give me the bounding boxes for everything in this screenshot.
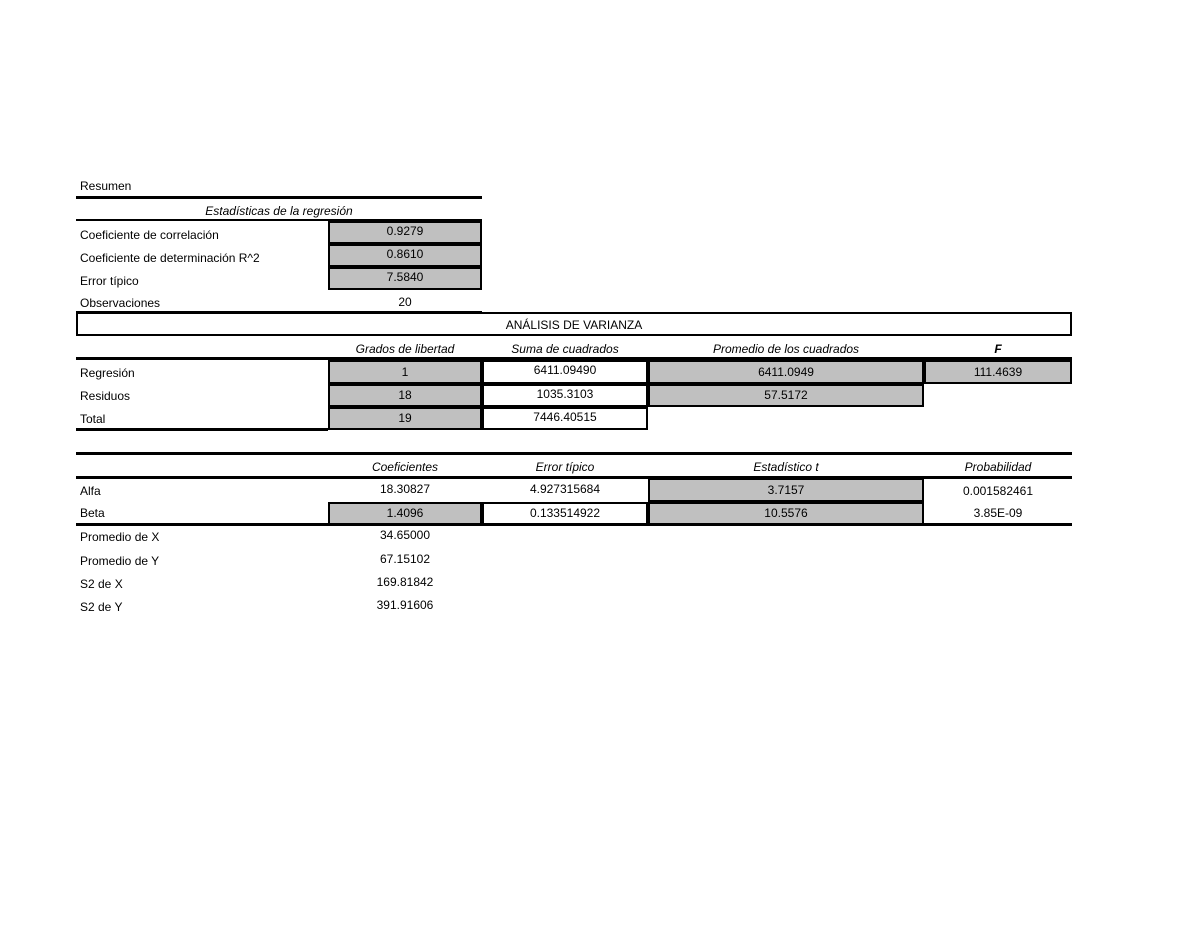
coefficients-top-rule (76, 452, 1072, 455)
summary-label-mean-x: Promedio de X (80, 530, 160, 544)
anova-regression-f: 111.4639 (924, 360, 1072, 384)
stat-value-determination: 0.8610 (328, 244, 482, 267)
coef-row-alfa-label: Alfa (80, 484, 101, 498)
anova-title-box (76, 312, 1072, 336)
coef-alfa-p: 0.001582461 (962, 484, 1034, 498)
coefficients-bottom-rule (76, 523, 1072, 526)
stat-value-observations: 20 (398, 295, 412, 309)
coef-header-coefficients: Coeficientes (371, 460, 439, 474)
summary-label-s2-x: S2 de X (80, 577, 123, 591)
stat-label-determination: Coeficiente de determinación R^2 (80, 251, 260, 265)
summary-value-mean-y: 67.15102 (379, 552, 431, 566)
anova-residuals-df: 18 (328, 384, 482, 407)
anova-bottom-rule-left (76, 428, 328, 431)
stat-label-observations: Observaciones (80, 296, 161, 310)
anova-row-total-label: Total (80, 412, 106, 426)
anova-residuals-ms: 57.5172 (648, 384, 924, 407)
stat-value-correlation: 0.9279 (328, 221, 482, 244)
stat-label-correlation: Coeficiente de correlación (80, 228, 219, 242)
coef-alfa-t: 3.7157 (648, 478, 924, 502)
summary-label-s2-y: S2 de Y (80, 600, 123, 614)
anova-row-residuals-label: Residuos (80, 389, 131, 403)
anova-header-ms: Promedio de los cuadrados (712, 342, 860, 356)
anova-regression-df: 1 (328, 360, 482, 384)
anova-header-df: Grados de libertad (355, 342, 455, 356)
coef-alfa-value: 18.30827 (379, 482, 431, 496)
anova-row-regression-label: Regresión (80, 366, 135, 380)
summary-label-mean-y: Promedio de Y (80, 554, 160, 568)
coef-beta-p: 3.85E-09 (973, 506, 1023, 520)
coef-alfa-se: 4.927315684 (529, 482, 601, 496)
anova-residuals-ss: 1035.3103 (482, 384, 648, 407)
coef-row-beta-label: Beta (80, 506, 105, 520)
coef-beta-value: 1.4096 (328, 502, 482, 525)
coef-beta-t: 10.5576 (648, 502, 924, 525)
anova-regression-ss: 6411.09490 (482, 360, 648, 384)
regression-stats-header: Estadísticas de la regresión (205, 204, 353, 218)
coef-header-probability: Probabilidad (964, 460, 1032, 474)
coef-header-t-stat: Estadístico t (753, 460, 819, 474)
anova-header-ss: Suma de cuadrados (511, 342, 619, 356)
coef-beta-se: 0.133514922 (482, 502, 648, 525)
anova-title: ANÁLISIS DE VARIANZA (505, 318, 643, 332)
resumen-title: Resumen (80, 179, 132, 193)
coef-header-standard-error: Error típico (535, 460, 595, 474)
anova-total-ss: 7446.40515 (482, 407, 648, 430)
anova-header-f: F (994, 342, 1002, 356)
summary-value-s2-y: 391.91606 (376, 598, 434, 612)
regression-stats-top-rule (76, 196, 482, 199)
stat-label-standard-error: Error típico (80, 274, 139, 288)
anova-total-df: 19 (328, 407, 482, 430)
summary-value-s2-x: 169.81842 (376, 575, 434, 589)
summary-value-mean-x: 34.65000 (379, 528, 431, 542)
stat-value-standard-error: 7.5840 (328, 267, 482, 290)
anova-regression-ms: 6411.0949 (648, 360, 924, 384)
